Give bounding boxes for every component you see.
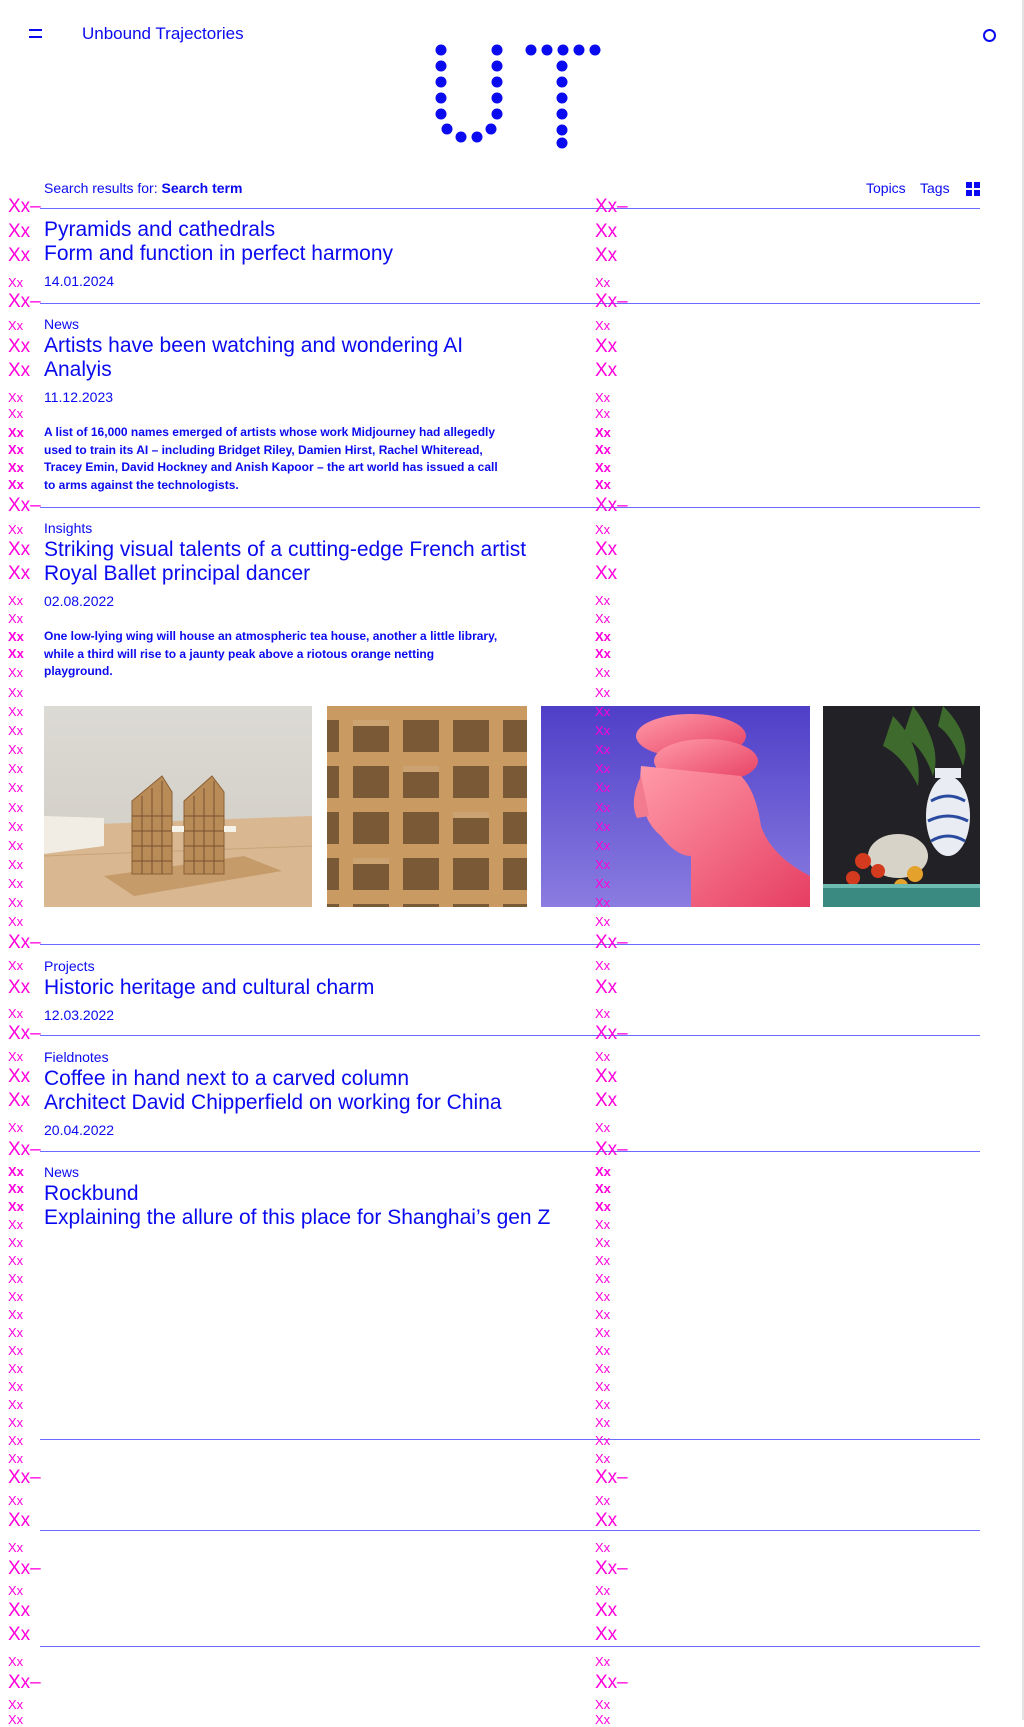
guide-mark: Xx: [595, 742, 611, 757]
guide-mark: Xx: [595, 1235, 611, 1250]
guide-mark: Xx–: [8, 1558, 41, 1579]
guide-mark: Xx: [8, 780, 24, 795]
guide-mark: Xx: [595, 685, 611, 700]
guide-mark: Xx: [8, 1654, 24, 1669]
guide-mark: Xx: [595, 1361, 611, 1376]
guide-mark: Xx: [8, 1600, 31, 1621]
article-title-line: Historic heritage and cultural charm: [44, 976, 375, 999]
guide-mark: Xx: [8, 1090, 31, 1111]
guide-mark: Xx: [595, 800, 611, 815]
guide-mark: Xx: [8, 539, 31, 560]
guide-mark: Xx: [595, 977, 618, 998]
nav-topics[interactable]: Topics: [866, 180, 906, 196]
guide-mark: Xx: [595, 665, 611, 680]
grid-view-icon[interactable]: [966, 182, 980, 196]
guide-mark: Xx: [595, 1397, 611, 1412]
guide-mark: Xx: [595, 1415, 611, 1430]
guide-mark: Xx: [8, 1253, 24, 1268]
guide-mark: Xx: [595, 1379, 611, 1394]
guide-mark: Xx: [8, 958, 24, 973]
article-date: 02.08.2022: [44, 593, 115, 609]
guide-mark: Xx: [8, 838, 24, 853]
guide-mark: Xx: [8, 665, 24, 680]
guide-mark: Xx: [595, 958, 611, 973]
guide-mark: Xx: [595, 593, 611, 608]
guide-mark: Xx: [595, 1510, 618, 1531]
article-date: 14.01.2024: [44, 273, 115, 289]
guide-mark: Xx–: [8, 1467, 41, 1488]
guide-mark: Xx: [595, 1289, 611, 1304]
guide-mark: Xx: [8, 593, 24, 608]
article-category: Projects: [44, 958, 95, 974]
guide-mark: Xx: [8, 1164, 24, 1179]
guide-mark: Xx–: [595, 1467, 628, 1488]
guide-mark: Xx: [595, 1217, 611, 1232]
guide-mark: Xx–: [8, 196, 41, 217]
guide-mark: Xx: [595, 723, 611, 738]
guide-mark: Xx: [595, 336, 618, 357]
guide-mark: Xx: [8, 522, 24, 537]
divider: [40, 1151, 980, 1152]
article-title-line: Striking visual talents of a cutting-edge French artist: [44, 538, 527, 561]
guide-mark: Xx: [8, 1006, 24, 1021]
article-category: Fieldnotes: [44, 1049, 109, 1065]
guide-mark: Xx: [8, 442, 24, 457]
search-icon[interactable]: [983, 29, 996, 42]
guide-mark: Xx: [8, 1181, 24, 1196]
guide-mark: Xx: [595, 857, 611, 872]
guide-mark: Xx: [8, 221, 31, 242]
guide-mark: Xx: [8, 646, 24, 661]
guide-mark: Xx: [8, 857, 24, 872]
article-title-line: Pyramids and cathedrals: [44, 218, 276, 241]
guide-mark: Xx: [8, 425, 24, 440]
guide-mark: Xx: [595, 1120, 611, 1135]
guide-mark: Xx: [595, 221, 618, 242]
divider: [40, 1530, 980, 1531]
guide-mark: Xx–: [595, 1023, 628, 1044]
guide-mark: Xx–: [595, 932, 628, 953]
article-excerpt: One low-lying wing will house an atmospheric tea house, another a little library, while a third will rise to a jaunty peak above a riotous orange netting playground.: [44, 629, 498, 678]
article-date: 12.03.2022: [44, 1007, 115, 1023]
search-prefix: Search results for:: [44, 180, 162, 196]
article-title-line: Rockbund: [44, 1182, 139, 1205]
divider: [40, 1035, 980, 1036]
guide-mark: Xx: [8, 1120, 24, 1135]
guide-mark: Xx: [595, 1583, 611, 1598]
article-item[interactable]: [44, 1049, 574, 1138]
guide-mark: Xx: [595, 1049, 611, 1064]
article-title-line: Artists have been watching and wondering AI: [44, 334, 464, 357]
guide-mark: Xx: [8, 761, 24, 776]
guide-mark: Xx: [8, 336, 31, 357]
guide-mark: Xx: [595, 1451, 611, 1466]
divider: [40, 1439, 980, 1440]
guide-mark: Xx: [595, 1712, 611, 1727]
still-life-porcelain-vase-image[interactable]: [823, 706, 980, 907]
guide-mark: Xx: [595, 1090, 618, 1111]
guide-mark: Xx: [8, 1066, 31, 1087]
guide-mark: Xx–: [595, 1558, 628, 1579]
guide-mark: Xx–: [8, 932, 41, 953]
guide-mark: Xx: [8, 1493, 24, 1508]
menu-icon[interactable]: [29, 28, 42, 38]
article-item[interactable]: [44, 218, 574, 289]
guide-mark: Xx: [8, 1397, 24, 1412]
guide-mark: Xx: [595, 1697, 611, 1712]
guide-mark: Xx: [8, 360, 31, 381]
guide-mark: Xx: [595, 1343, 611, 1358]
guide-mark: Xx: [8, 460, 24, 475]
guide-mark: Xx: [8, 1379, 24, 1394]
guide-mark: Xx: [8, 895, 24, 910]
guide-mark: Xx: [8, 1583, 24, 1598]
guide-mark: Xx: [595, 1066, 618, 1087]
divider: [40, 507, 980, 508]
guide-mark: Xx: [595, 477, 611, 492]
guide-mark: Xx: [8, 704, 24, 719]
guide-mark: Xx: [8, 318, 24, 333]
guide-mark: Xx–: [595, 1139, 628, 1160]
guide-mark: Xx: [595, 914, 611, 929]
article-item[interactable]: [44, 316, 574, 494]
guide-mark: Xx: [8, 1217, 24, 1232]
guide-mark: Xx: [595, 1006, 611, 1021]
guide-mark: Xx–: [595, 196, 628, 217]
guide-mark: Xx: [595, 563, 618, 584]
guide-mark: Xx: [595, 611, 611, 626]
guide-mark: Xx: [595, 780, 611, 795]
guide-mark: Xx: [595, 1433, 611, 1448]
guide-mark: Xx: [8, 819, 24, 834]
guide-mark: Xx–: [8, 1672, 41, 1693]
guide-mark: Xx: [595, 318, 611, 333]
guide-mark: Xx: [595, 539, 618, 560]
guide-mark: Xx: [595, 522, 611, 537]
guide-mark: Xx: [8, 245, 31, 266]
guide-mark: Xx: [595, 1493, 611, 1508]
guide-mark: Xx: [8, 1325, 24, 1340]
guide-mark: Xx: [595, 390, 611, 405]
ut-logo-graphic: [430, 40, 610, 155]
guide-mark: Xx: [595, 275, 611, 290]
guide-mark: Xx: [8, 742, 24, 757]
guide-mark: Xx: [595, 1624, 618, 1645]
article-title-line: Form and function in perfect harmony: [44, 242, 394, 265]
article-title-line: Royal Ballet principal dancer: [44, 562, 311, 585]
guide-mark: Xx: [8, 1697, 24, 1712]
guide-mark: Xx: [8, 611, 24, 626]
guide-mark: Xx: [8, 1343, 24, 1358]
guide-mark: Xx: [8, 914, 24, 929]
divider: [40, 208, 980, 209]
divider: [40, 1646, 980, 1647]
guide-mark: Xx: [8, 390, 24, 405]
guide-mark: Xx–: [595, 495, 628, 516]
guide-mark: Xx: [8, 1433, 24, 1448]
guide-mark: Xx: [8, 1510, 31, 1531]
article-excerpt: A list of 16,000 names emerged of artists whose work Midjourney had allegedly used to train its AI – including Bridget Riley, Damien Hirst, Rachel Whiteread, Tracey Emin, David Hockney and Anish Kapoor – the art world has issued a call to arms against the technologists.: [44, 425, 498, 492]
guide-mark: Xx: [595, 819, 611, 834]
article-category: News: [44, 316, 80, 332]
guide-mark: Xx: [595, 1600, 618, 1621]
search-term: Search term: [161, 180, 243, 196]
guide-mark: Xx: [595, 1325, 611, 1340]
guide-mark: Xx: [595, 1199, 611, 1214]
guide-mark: Xx: [595, 1164, 611, 1179]
guide-mark: Xx: [8, 1361, 24, 1376]
article-item[interactable]: [44, 958, 574, 1023]
guide-mark: Xx: [8, 1415, 24, 1430]
guide-mark: Xx: [8, 723, 24, 738]
guide-mark: Xx: [595, 1253, 611, 1268]
article-title-line: Coffee in hand next to a carved column: [44, 1067, 410, 1090]
guide-mark: Xx–: [8, 1139, 41, 1160]
guide-mark: Xx: [8, 1199, 24, 1214]
guide-mark: Xx: [595, 838, 611, 853]
guide-mark: Xx: [8, 406, 24, 421]
search-results-heading: [44, 180, 242, 196]
guide-mark: Xx: [595, 629, 611, 644]
wooden-architecture-model-image[interactable]: [44, 706, 312, 907]
guide-mark: Xx: [8, 1289, 24, 1304]
guide-mark: Xx: [8, 1307, 24, 1322]
guide-mark: Xx: [595, 646, 611, 661]
guide-mark: Xx–: [595, 1672, 628, 1693]
guide-mark: Xx: [8, 1712, 24, 1727]
divider: [40, 303, 980, 304]
guide-mark: Xx: [595, 1654, 611, 1669]
article-item[interactable]: [44, 1164, 574, 1230]
guide-mark: Xx: [8, 1049, 24, 1064]
guide-mark: Xx: [8, 1271, 24, 1286]
guide-mark: Xx: [595, 876, 611, 891]
site-title[interactable]: Unbound Trajectories: [82, 24, 244, 43]
divider: [40, 944, 980, 945]
guide-mark: Xx: [8, 477, 24, 492]
guide-mark: Xx: [8, 1451, 24, 1466]
guide-mark: Xx: [8, 876, 24, 891]
guide-mark: Xx: [595, 245, 618, 266]
guide-mark: Xx: [595, 425, 611, 440]
guide-mark: Xx: [595, 406, 611, 421]
guide-mark: Xx: [595, 1271, 611, 1286]
guide-mark: Xx–: [8, 495, 41, 516]
ut-logo[interactable]: [430, 40, 610, 160]
article-category: News: [44, 1164, 80, 1180]
guide-mark: Xx: [8, 977, 31, 998]
article-title-line: Explaining the allure of this place for Shanghai’s gen Z: [44, 1206, 551, 1229]
guide-mark: Xx: [8, 800, 24, 815]
guide-mark: Xx: [8, 629, 24, 644]
guide-mark: Xx: [595, 360, 618, 381]
guide-mark: Xx: [595, 460, 611, 475]
guide-mark: Xx: [8, 1235, 24, 1250]
guide-mark: Xx: [8, 275, 24, 290]
guide-mark: Xx: [595, 895, 611, 910]
guide-mark: Xx: [595, 442, 611, 457]
article-category: Insights: [44, 520, 93, 536]
guide-mark: Xx–: [8, 1023, 41, 1044]
guide-mark: Xx: [595, 1307, 611, 1322]
guide-mark: Xx: [8, 563, 31, 584]
guide-mark: Xx: [595, 1181, 611, 1196]
article-item[interactable]: [44, 520, 574, 681]
article-title-line: Architect David Chipperfield on working for China: [44, 1091, 502, 1114]
guide-mark: Xx: [595, 761, 611, 776]
guide-mark: Xx: [8, 685, 24, 700]
guide-mark: Xx: [595, 1540, 611, 1555]
wooden-lattice-structure-image[interactable]: [327, 706, 527, 907]
guide-mark: Xx: [595, 704, 611, 719]
guide-mark: Xx: [8, 1540, 24, 1555]
article-date: 20.04.2022: [44, 1122, 115, 1138]
guide-mark: Xx–: [595, 291, 628, 312]
guide-mark: Xx: [8, 1624, 31, 1645]
nav-tags[interactable]: Tags: [920, 180, 950, 196]
article-date: 11.12.2023: [44, 389, 114, 405]
pink-sculpture-bust-image[interactable]: [541, 706, 810, 907]
article-title-line: Analyis: [44, 358, 112, 381]
guide-mark: Xx–: [8, 291, 41, 312]
